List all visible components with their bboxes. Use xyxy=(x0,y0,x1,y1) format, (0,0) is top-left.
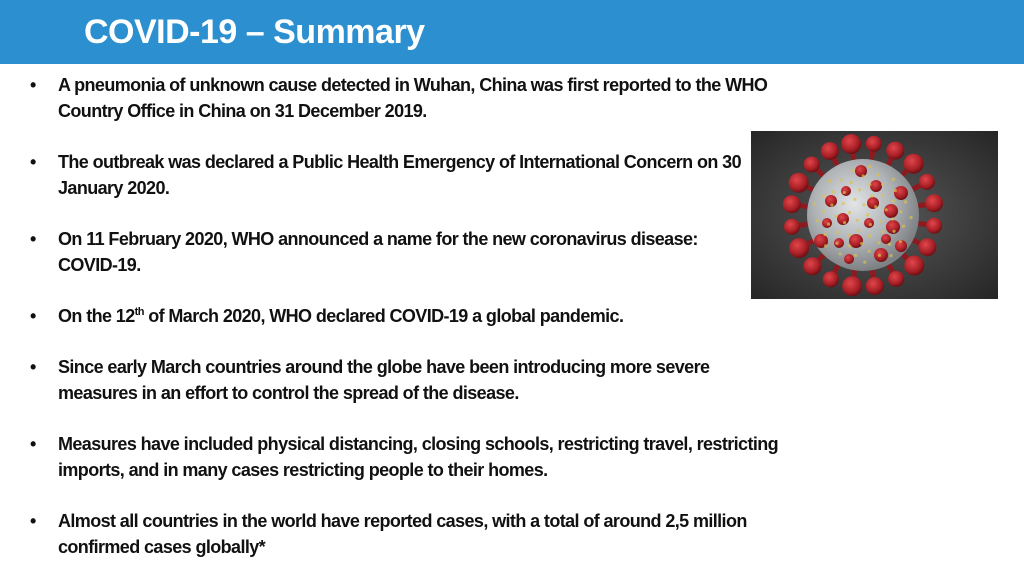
virus-texture-dot xyxy=(899,210,902,213)
virus-surface-spike xyxy=(837,213,849,225)
ordinal-suffix: th xyxy=(134,306,144,318)
virus-texture-dot xyxy=(830,203,833,206)
bullet-item-6 xyxy=(28,431,858,483)
virus-texture-dot xyxy=(881,183,884,186)
virus-texture-dot xyxy=(868,250,871,253)
virus-spike-head xyxy=(918,238,936,256)
bullet-text: • Measures have included physical distancing, closing schools, restricting travel, restricting imports, and in many cases restricting people to their homes. xyxy=(58,434,779,480)
virus-spike-head xyxy=(904,256,924,276)
virus-texture-dot xyxy=(839,252,842,255)
bullet-text-part: On the 12 xyxy=(58,306,135,326)
bullet-item-5 xyxy=(28,354,858,406)
virus-texture-dot xyxy=(892,230,895,233)
virus-spike-head xyxy=(823,271,839,287)
virus-texture-dot xyxy=(815,219,818,222)
virus-texture-dot xyxy=(847,234,850,237)
bullet-item-3 xyxy=(28,226,858,278)
slide-title: COVID-19 – Summary xyxy=(84,13,425,51)
virus-spike-head xyxy=(926,218,942,234)
coronavirus-icon xyxy=(751,131,998,299)
bullet-text: • The outbreak was declared a Public Health Emergency of International Concern on 30 January 2020. xyxy=(58,152,741,198)
virus-texture-dot xyxy=(894,189,897,192)
virus-texture-dot xyxy=(839,178,842,181)
virus-texture-dot xyxy=(870,194,873,197)
bullet-text: • A pneumonia of unknown cause detected in Wuhan, China was first reported to the WHO Country Office in China on 31 December 2019. xyxy=(58,75,768,121)
virus-texture-dot xyxy=(885,208,888,211)
bullet-text-part: of March 2020, WHO declared COVID-19 a global pandemic. xyxy=(143,306,624,326)
virus-texture-dot xyxy=(862,174,865,177)
virus-spike-head xyxy=(803,257,821,275)
virus-texture-dot xyxy=(878,254,881,257)
virus-surface-spike xyxy=(894,186,908,200)
virus-texture-dot xyxy=(868,234,871,237)
virus-spike-head xyxy=(925,194,943,212)
virus-spike-head xyxy=(886,142,904,160)
virus-surface-spike xyxy=(855,165,867,177)
virus-texture-dot xyxy=(822,210,825,213)
virus-texture-dot xyxy=(843,191,846,194)
virus-texture-dot xyxy=(850,181,853,184)
virus-texture-dot xyxy=(862,203,865,206)
bullet-item-1 xyxy=(28,72,858,124)
virus-spike-head xyxy=(789,173,809,193)
virus-texture-dot xyxy=(836,231,839,234)
virus-texture-dot xyxy=(889,254,892,257)
virus-spike-head xyxy=(804,156,820,172)
virus-texture-dot xyxy=(852,169,855,172)
virus-spike-head xyxy=(866,277,884,295)
virus-spike-head xyxy=(783,195,801,213)
virus-texture-dot xyxy=(892,199,895,202)
virus-texture-dot xyxy=(848,245,851,248)
virus-surface-spike xyxy=(870,180,882,192)
virus-texture-dot xyxy=(813,202,816,205)
virus-texture-dot xyxy=(857,229,860,232)
virus-texture-dot xyxy=(827,222,830,225)
virus-texture-dot xyxy=(856,219,859,222)
virus-surface-spike xyxy=(864,218,874,228)
virus-texture-dot xyxy=(824,233,827,236)
virus-texture-dot xyxy=(860,242,863,245)
virus-texture-dot xyxy=(891,217,894,220)
virus-spike-head xyxy=(904,154,924,174)
virus-texture-dot xyxy=(876,173,879,176)
virus-spike-head xyxy=(919,174,935,190)
virus-surface-spike xyxy=(881,234,891,244)
virus-texture-dot xyxy=(909,216,912,219)
bullet-text: • Almost all countries in the world have reported cases, with a total of around 2,5 million confirmed cases globally* xyxy=(58,511,747,557)
virus-spike-head xyxy=(866,136,882,152)
virus-texture-dot xyxy=(902,225,905,228)
virus-texture-dot xyxy=(869,223,872,226)
virus-texture-dot xyxy=(834,215,837,218)
virus-texture-dot xyxy=(848,211,851,214)
virus-texture-dot xyxy=(853,198,856,201)
virus-texture-dot xyxy=(904,200,907,203)
bullet-text: • On 11 February 2020, WHO announced a name for the new coronavirus disease: COVID-19. xyxy=(58,229,698,275)
virus-texture-dot xyxy=(832,191,835,194)
virus-spike-head xyxy=(841,134,861,154)
virus-texture-dot xyxy=(866,213,869,216)
virus-texture-dot xyxy=(863,261,866,264)
virus-spike-head xyxy=(842,276,862,296)
virus-texture-dot xyxy=(881,230,884,233)
virus-texture-dot xyxy=(822,195,825,198)
virus-surface-spike xyxy=(841,186,851,196)
virus-spike-head xyxy=(888,271,904,287)
virus-surface-spike xyxy=(874,248,888,262)
virus-texture-dot xyxy=(854,254,857,257)
virus-texture-dot xyxy=(824,244,827,247)
virus-spike-head xyxy=(784,219,800,235)
virus-texture-dot xyxy=(892,178,895,181)
coronavirus-illustration xyxy=(751,131,998,299)
bullet-text xyxy=(58,303,828,329)
virus-texture-dot xyxy=(858,188,861,191)
bullet-text: • Since early March countries around the globe have been introducing more severe measures in an effort to control the spread of the disease. xyxy=(58,357,710,403)
virus-texture-dot xyxy=(899,240,902,243)
virus-surface-spike xyxy=(822,218,832,228)
virus-texture-dot xyxy=(879,220,882,223)
virus-texture-dot xyxy=(881,194,884,197)
virus-spike-head xyxy=(789,238,809,258)
virus-texture-dot xyxy=(835,242,838,245)
virus-texture-dot xyxy=(877,241,880,244)
virus-texture-dot xyxy=(868,165,871,168)
bullet-item-7 xyxy=(28,508,858,560)
virus-texture-dot xyxy=(888,243,891,246)
virus-texture-dot xyxy=(828,179,831,182)
virus-texture-dot xyxy=(874,205,877,208)
bullet-item-2 xyxy=(28,149,858,201)
virus-surface-spike xyxy=(844,254,854,264)
bullet-item-4 xyxy=(28,303,858,329)
virus-texture-dot xyxy=(843,221,846,224)
virus-spike-head xyxy=(821,142,839,160)
virus-texture-dot xyxy=(842,202,845,205)
virus-texture-dot xyxy=(868,183,871,186)
